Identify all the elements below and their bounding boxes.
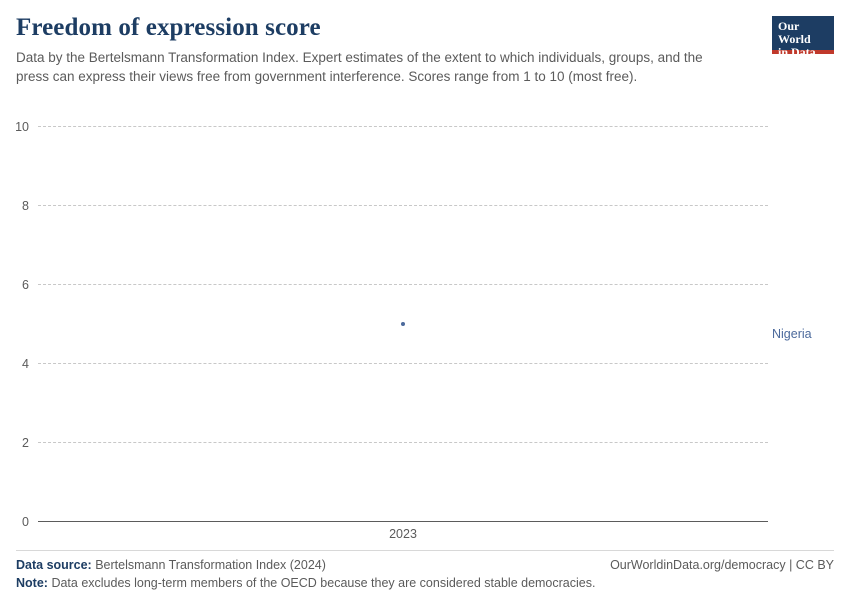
y-axis-tick-label: 4 (22, 357, 29, 371)
footer-note-row (16, 576, 834, 590)
y-axis-tick-label: 0 (22, 515, 29, 529)
page-title: Freedom of expression score (16, 14, 321, 41)
footer-source-label: Data source: (16, 558, 92, 572)
footer-source (16, 558, 326, 572)
gridline (22, 278, 768, 292)
owid-logo-line1: Our World (778, 19, 811, 46)
owid-logo-line2: in Data (778, 45, 816, 59)
x-axis-tick-label: 2023 (389, 527, 417, 541)
chart-area (0, 110, 850, 541)
gridline (22, 357, 768, 371)
gridline (22, 436, 768, 450)
footer-source-value: Bertelsmann Transformation Index (2024) (95, 558, 326, 572)
chart-header (16, 14, 834, 86)
y-axis-tick-label: 6 (22, 278, 29, 292)
data-point[interactable] (401, 322, 405, 326)
plot-region[interactable] (15, 120, 812, 541)
gridline (22, 199, 768, 213)
footer-attribution[interactable]: OurWorldinData.org/democracy | CC BY (610, 558, 834, 572)
footer-divider (16, 550, 834, 551)
y-axis-tick-label: 10 (15, 120, 29, 134)
gridline (15, 120, 768, 134)
x-axis-line (22, 515, 768, 529)
y-axis-tick-label: 8 (22, 199, 29, 213)
footer-source-row (16, 558, 834, 572)
footer-note-label: Note: (16, 576, 48, 590)
owid-logo[interactable] (772, 16, 834, 59)
chart-footer (16, 550, 834, 590)
footer-note-value: Data excludes long-term members of the OECD because they are considered stable democracies. (51, 576, 596, 590)
y-axis-tick-label: 2 (22, 436, 29, 450)
series-label-nigeria[interactable]: Nigeria (772, 326, 812, 341)
page-subtitle: Data by the Bertelsmann Transformation Index. Expert estimates of the extent to which individuals, groups, and the press can express their views free from government interference. Scores range from 1 to 10 (most free). (16, 50, 703, 84)
